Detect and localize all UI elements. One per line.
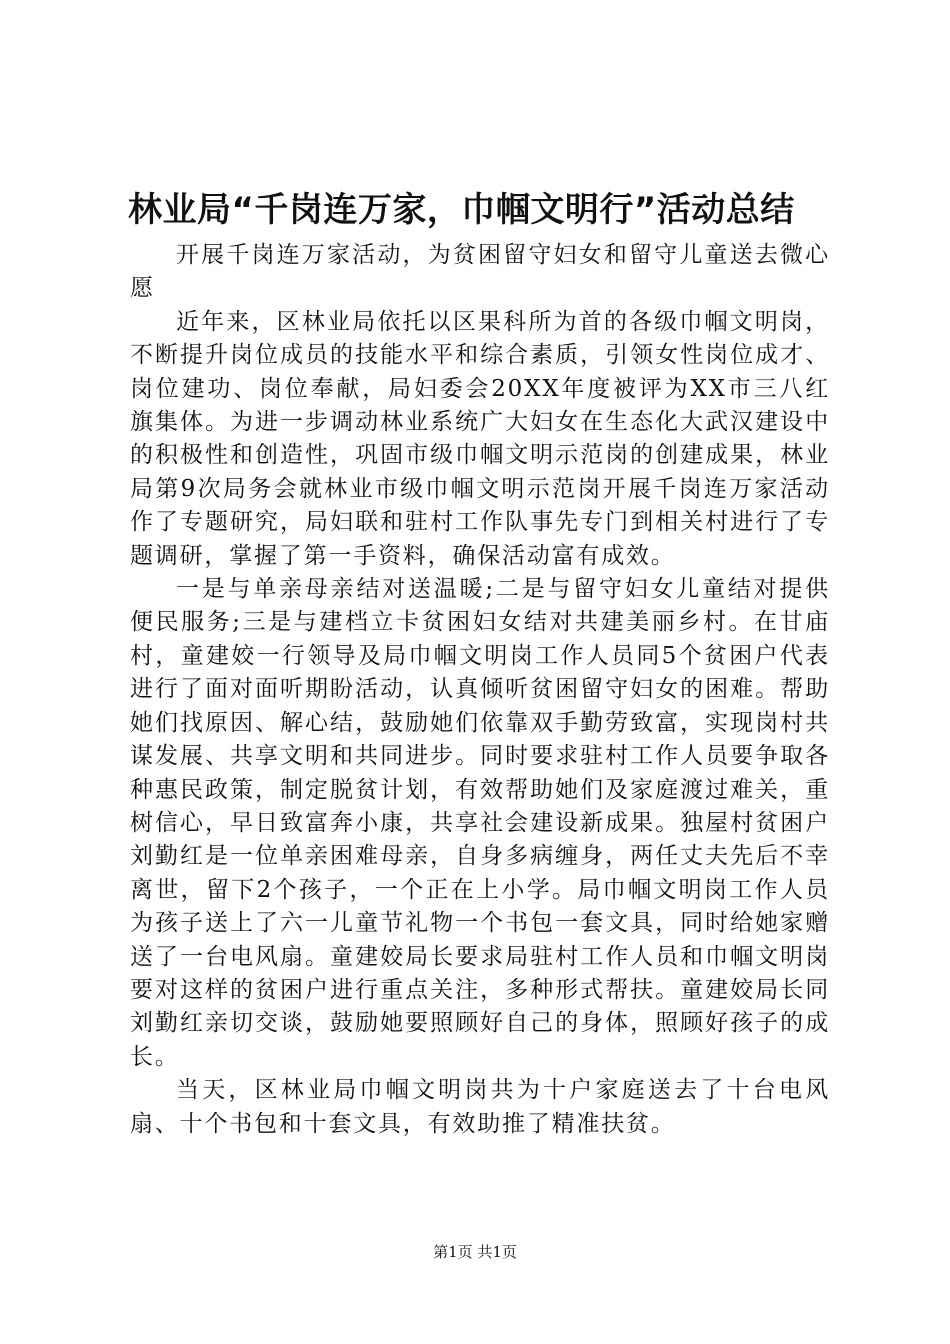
paragraph-background: 近年来，区林业局依托以区果科所为首的各级巾帼文明岗，不断提升岗位成员的技能水平和综合素质，引领女性岗位成才、岗位建功、岗位奉献，局妇委会20XX年度被评为XX市三八红旗集体。为进一步调动林业系统广大妇女在生态化大武汉建设中的积极性和创造性，巩固市级巾帼文明示范岗的创建成果，林业局第9次局务会就林业市级巾帼文明示范岗开展千岗连万家活动作了专题研究，局妇联和驻村工作队事先专门到相关村进行了专题调研，掌握了第一手资料，确保活动富有成效。 [130,308,830,569]
document-body [130,239,830,1141]
paragraph-conclusion: 当天，区林业局巾帼文明岗共为十户家庭送去了十台电风扇、十个书包和十套文具，有效助推了精准扶贫。 [130,1077,830,1137]
paragraph-activities: 一是与单亲母亲结对送温暖;二是与留守妇女儿童结对提供便民服务;三是与建档立卡贫困妇女结对共建美丽乡村。在甘庙村，童建姣一行领导及局巾帼文明岗工作人员同5个贫困户代表进行了面对面听期盼活动，认真倾听贫困留守妇女的困难。帮助她们找原因、解心结，鼓励她们依靠双手勤劳致富，实现岗村共谋发展、共享文明和共同进步。同时要求驻村工作人员要争取各种惠民政策，制定脱贫计划，有效帮助她们及家庭渡过难关，重树信心，早日致富奔小康，共享社会建设新成果。独屋村贫困户刘勤红是一位单亲困难母亲，自身多病缠身，两任丈夫先后不幸离世，留下2个孩子，一个正在上小学。局巾帼文明岗工作人员为孩子送上了六一儿童节礼物一个书包一套文具，同时给她家赠送了一台电风扇。童建姣局长要求局驻村工作人员和巾帼文明岗要对这样的贫困户进行重点关注，多种形式帮扶。童建姣局长同刘勤红亲切交谈，鼓励她要照顾好自己的身体，照顾好孩子的成长。 [130,576,830,1070]
document-title: 林业局“千岗连万家，巾帼文明行”活动总结 [128,190,795,230]
paragraph-subtitle: 开展千岗连万家活动，为贫困留守妇女和留守儿童送去微心愿 [130,242,830,302]
page-number-footer: 第1页 共1页 [433,1243,517,1261]
